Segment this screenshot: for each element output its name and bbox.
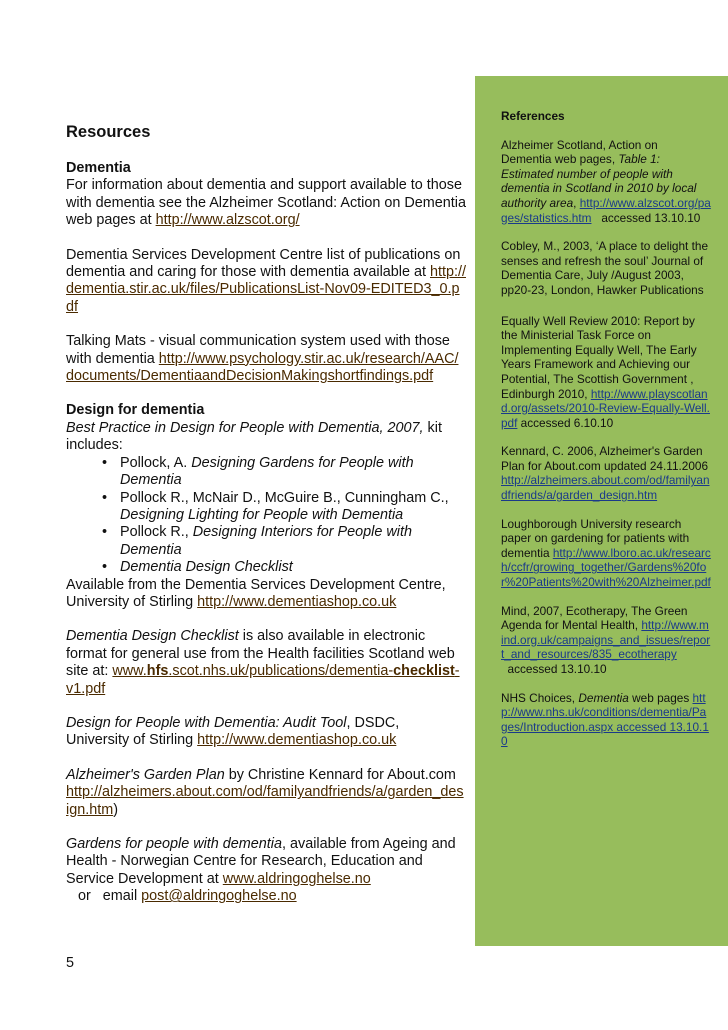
hfs-checklist-link[interactable]: www.hfs.scot.nhs.uk/publications/dementia-checklist-v1.pdf bbox=[66, 663, 460, 697]
reference-item: Loughborough University research paper on gardening for patients with dementia http://www.lboro.ac.uk/research/ccfr/growing_together/Gardens%20for%20Patients%20with%20Alzheimer.pdf bbox=[501, 516, 711, 590]
audit-tool-text: , DSDC, University of Stirling bbox=[66, 714, 400, 749]
list-item: • Dementia Design Checklist bbox=[96, 559, 466, 576]
gardens-paragraph: Gardens for people with dementia, available from Ageing and Health - Norwegian Centre for Research, Education and Service Development at www.aldringoghelse.no or email post@aldringoghelse.no bbox=[66, 836, 456, 905]
design-kit-text: kit includes: bbox=[66, 419, 442, 454]
talking-mats-text: Talking Mats - visual communication system used with those with dementia bbox=[66, 333, 450, 367]
list-item: • Pollock, A. Designing Gardens for People with Dementia bbox=[96, 455, 466, 490]
reference-item: Kennard, C. 2006, Alzheimer's Garden Plan for About.com updated 24.11.2006 http://alzheimers.about.com/od/familyandfriends/a/garden_design.htm bbox=[501, 444, 710, 503]
resources-heading: Resources bbox=[66, 123, 151, 141]
references-title: References bbox=[501, 109, 565, 123]
reference-item: Equally Well Review 2010: Report by the Ministerial Task Force on Implementing Equally Well, The Early Years Framework and Achieving our Potential, The Scottish Government , Edinburgh 2010, http://www.playscotland.org/assets/2010-Review-Equally-Well.pdf accessed 6.10.10 bbox=[501, 313, 710, 430]
dsdc-paragraph bbox=[66, 247, 466, 317]
reference-item: NHS Choices, Dementia web pages http://www.nhs.uk/conditions/dementia/Pages/Introduction.aspx accessed 13.10.10 bbox=[501, 690, 709, 749]
alzscot-link[interactable]: http://www.alzscot.org/ bbox=[155, 212, 300, 229]
mind-ecotherapy-link[interactable]: http://www.mind.org.uk/campaigns_and_issues/report_and_resources/835_ecotherapy bbox=[501, 618, 711, 662]
page-number: 5 bbox=[66, 955, 75, 971]
dementia-subheading: Dementia bbox=[66, 160, 131, 176]
list-item: • Pollock R., McNair D., McGuire B., Cunningham C., Designing Lighting for People with Dementia bbox=[96, 490, 466, 525]
dementiashop-link[interactable]: http://www.dementiashop.co.uk bbox=[197, 593, 397, 610]
playscotland-link[interactable]: http://www.playscotland.org/assets/2010-Review-Equally-Well.pdf bbox=[501, 386, 710, 430]
garden-plan-link[interactable]: http://alzheimers.about.com/od/familyandfriends/a/garden_design.htm bbox=[66, 784, 464, 818]
checklist-paragraph bbox=[66, 628, 466, 698]
nhs-choices-link[interactable]: http://www.nhs.uk/conditions/dementia/Pages/Introduction.aspx accessed 13.10.10 bbox=[501, 690, 709, 749]
lboro-link[interactable]: http://www.lboro.ac.uk/research/ccfr/growing_together/Gardens%20for%20Patients%20with%20Alzheimer.pdf bbox=[501, 545, 711, 590]
alzscot-statistics-link[interactable]: http://www.alzscot.org/pages/statistics.htm bbox=[501, 195, 711, 225]
aldringoghelse-link[interactable]: www.aldringoghelse.no bbox=[222, 870, 371, 887]
reference-item: Alzheimer Scotland, Action on Dementia web pages, Table 1: Estimated number of people with dementia in Scotland in 2010 by local authority area, http://www.alzscot.org/pages/statistics.htm accessed 13.10.10 bbox=[501, 137, 711, 225]
design-subheading: Design for dementia bbox=[66, 402, 205, 419]
checklist-text: is also available in electronic format for general use from the Health facilities Scotland web site at: bbox=[66, 628, 455, 680]
talking-mats-paragraph bbox=[66, 333, 466, 385]
dementia-text: For information about dementia and support available to those with dementia see the Alzheimer Scotland: Action on Dementia web pages at bbox=[66, 177, 466, 229]
garden-plan-text: by Christine Kennard for About.com bbox=[224, 766, 456, 783]
design-kit-list bbox=[66, 455, 466, 577]
about-garden-plan-link[interactable]: http://alzheimers.about.com/od/familyandfriends/a/garden_design.htm bbox=[501, 473, 710, 503]
dsdc-publications-link[interactable]: http://dementia.stir.ac.uk/files/PublicationsList-Nov09-EDITED3_0.pdf bbox=[66, 264, 466, 315]
garden-plan-title: Alzheimer's Garden Plan bbox=[66, 766, 225, 783]
dementia-paragraph bbox=[66, 160, 466, 230]
list-item: • Pollock R., Designing Interiors for People with Dementia bbox=[96, 524, 466, 559]
available-paragraph bbox=[66, 577, 466, 612]
gardens-title: Gardens for people with dementia bbox=[66, 836, 282, 852]
gardens-text: , available from Ageing and Health - Norwegian Centre for Research, Education and Service Development at bbox=[66, 836, 456, 887]
reference-item: Cobley, M., 2003, ‘A place to delight the senses and refresh the soul’ Journal of Dementia Care, July /August 2003, pp20-23, London, Hawker Publications bbox=[501, 239, 709, 297]
references-column bbox=[501, 109, 711, 763]
design-book-title: Best Practice in Design for People with Dementia, 2007, bbox=[66, 419, 424, 436]
dsdc-text: Dementia Services Development Centre list of publications on dementia and caring for those with dementia available at bbox=[66, 246, 461, 281]
email-link[interactable]: post@aldringoghelse.no bbox=[141, 888, 297, 905]
checklist-title: Dementia Design Checklist bbox=[66, 628, 239, 645]
audit-tool-title: Design for People with Dementia: Audit Tool bbox=[66, 714, 347, 731]
audit-dementiashop-link[interactable]: http://www.dementiashop.co.uk bbox=[197, 732, 397, 749]
available-text: Available from the Dementia Services Development Centre, University of Stirling bbox=[66, 576, 446, 610]
design-paragraph bbox=[66, 402, 466, 454]
audit-tool-paragraph bbox=[66, 715, 466, 750]
garden-plan-paragraph: Alzheimer's Garden Plan by Christine Kennard for About.com http://alzheimers.about.com/od/familyandfriends/a/garden_design.htm) bbox=[66, 766, 464, 818]
resources-column bbox=[66, 122, 466, 906]
talking-mats-link[interactable]: http://www.psychology.stir.ac.uk/research/AAC/documents/DementiaandDecisionMakingshortfindings.pdf bbox=[66, 350, 459, 385]
reference-item: Mind, 2007, Ecotherapy, The Green Agenda for Mental Health, http://www.mind.org.uk/campaigns_and_issues/report_and_resources/835_ecotherapy accessed 13.10.10 bbox=[501, 603, 711, 676]
